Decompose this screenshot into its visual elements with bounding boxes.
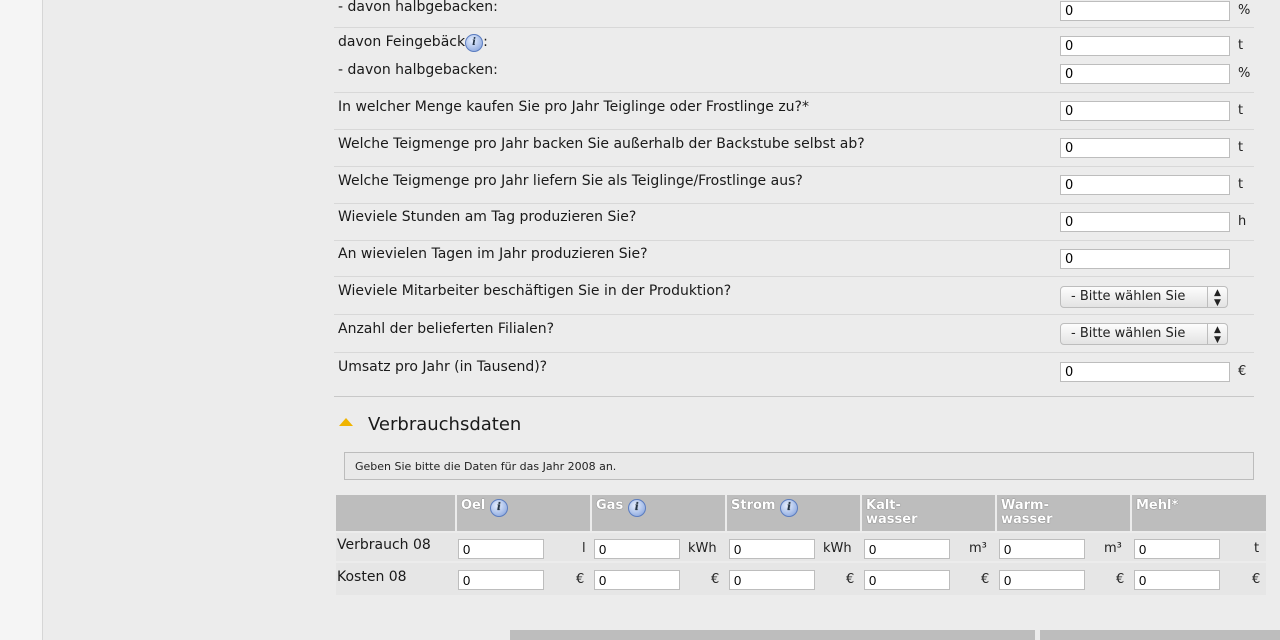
cell-unit: € [711, 572, 720, 587]
question-label: davon Feingebäck i : [338, 34, 488, 50]
cell-unit: € [576, 572, 585, 587]
table-cell-input[interactable] [729, 570, 815, 590]
question-label: - davon halbgebacken: [338, 0, 498, 15]
answer-input[interactable] [1060, 212, 1230, 232]
answer-input[interactable] [1060, 1, 1230, 21]
answer-input[interactable] [1060, 101, 1230, 121]
table-cell-input[interactable] [864, 539, 950, 559]
question-label: Anzahl der belieferten Filialen? [338, 321, 555, 337]
table-cell-input[interactable] [458, 570, 544, 590]
unit-label: € [1238, 364, 1247, 379]
question-label: - davon halbgebacken: [338, 62, 498, 78]
info-icon[interactable]: i [628, 499, 646, 517]
cell-unit: € [1116, 572, 1125, 587]
cell-unit: m³ [1104, 541, 1122, 556]
table-cell-input[interactable] [729, 539, 815, 559]
table-cell-input[interactable] [999, 570, 1085, 590]
question-row [334, 204, 1254, 241]
select-arrows-icon: ▲ ▼ [1207, 287, 1227, 307]
question-row [334, 353, 1254, 397]
cell-unit: kWh [823, 541, 852, 556]
question-row [334, 93, 1254, 130]
table-cell-input[interactable] [1134, 570, 1220, 590]
cell-unit: € [981, 572, 990, 587]
unit-label: t [1238, 103, 1244, 118]
unit-label: % [1238, 3, 1251, 18]
unit-label: t [1238, 140, 1244, 155]
next-section-header [510, 630, 1035, 640]
table-header: Oel i [457, 495, 590, 531]
table-header-empty [336, 495, 455, 531]
answer-input[interactable] [1060, 36, 1230, 56]
cell-unit: kWh [688, 541, 717, 556]
table-header: Warm- wasser [997, 495, 1130, 531]
question-label: Wieviele Mitarbeiter beschäftigen Sie in der Produktion? [338, 283, 732, 299]
answer-input[interactable] [1060, 249, 1230, 269]
answer-input[interactable] [1060, 64, 1230, 84]
unit-label: t [1238, 177, 1244, 192]
unit-label: t [1238, 38, 1244, 53]
question-row [334, 241, 1254, 277]
question-label: Welche Teigmenge pro Jahr liefern Sie als Teiglinge/Frostlinge aus? [338, 173, 803, 189]
question-row [334, 277, 1254, 315]
question-row [334, 130, 1254, 167]
table-row [336, 563, 1266, 595]
section-title: Verbrauchsdaten [368, 414, 522, 435]
table-cell-input[interactable] [458, 539, 544, 559]
question-row [334, 167, 1254, 204]
answer-input[interactable] [1060, 175, 1230, 195]
table-cell-input[interactable] [1134, 539, 1220, 559]
select-value: - Bitte wählen Sie [1071, 289, 1186, 304]
branches-select[interactable] [1060, 323, 1228, 345]
answer-input[interactable] [1060, 362, 1230, 382]
info-icon[interactable]: i [490, 499, 508, 517]
table-header: Gas i [592, 495, 725, 531]
row-label: Verbrauch 08 [337, 537, 431, 553]
question-row [334, 28, 1254, 93]
question-label: Umsatz pro Jahr (in Tausend)? [338, 359, 548, 375]
table-cell-input[interactable] [864, 570, 950, 590]
table-header: Kalt- wasser [862, 495, 995, 531]
left-panel [0, 0, 43, 640]
cell-unit: € [846, 572, 855, 587]
table-cell-input[interactable] [999, 539, 1085, 559]
employees-select[interactable] [1060, 286, 1228, 308]
answer-input[interactable] [1060, 138, 1230, 158]
select-arrows-icon: ▲ ▼ [1207, 324, 1227, 344]
table-row [336, 533, 1266, 561]
table-header: Mehl* [1132, 495, 1266, 531]
unit-label: h [1238, 214, 1247, 229]
cell-unit: € [1252, 572, 1261, 587]
cell-unit: t [1254, 541, 1260, 556]
question-row [334, 0, 1254, 28]
next-section-header [1040, 630, 1280, 640]
info-note: Geben Sie bitte die Daten für das Jahr 2008 an. [344, 452, 1254, 480]
question-label: In welcher Menge kaufen Sie pro Jahr Teiglinge oder Frostlinge zu?* [338, 99, 809, 115]
select-value: - Bitte wählen Sie [1071, 326, 1186, 341]
collapse-triangle-icon[interactable] [339, 418, 353, 426]
cell-unit: l [582, 541, 586, 556]
info-icon[interactable]: i [780, 499, 798, 517]
unit-label: % [1238, 66, 1251, 81]
question-label: Wieviele Stunden am Tag produzieren Sie? [338, 209, 637, 225]
row-label: Kosten 08 [337, 569, 407, 585]
question-row [334, 315, 1254, 353]
question-label: Welche Teigmenge pro Jahr backen Sie außerhalb der Backstube selbst ab? [338, 136, 865, 152]
table-cell-input[interactable] [594, 539, 680, 559]
table-header: Strom i [727, 495, 860, 531]
table-cell-input[interactable] [594, 570, 680, 590]
cell-unit: m³ [969, 541, 987, 556]
info-icon[interactable]: i [465, 34, 483, 52]
question-label: An wievielen Tagen im Jahr produzieren Sie? [338, 246, 648, 262]
